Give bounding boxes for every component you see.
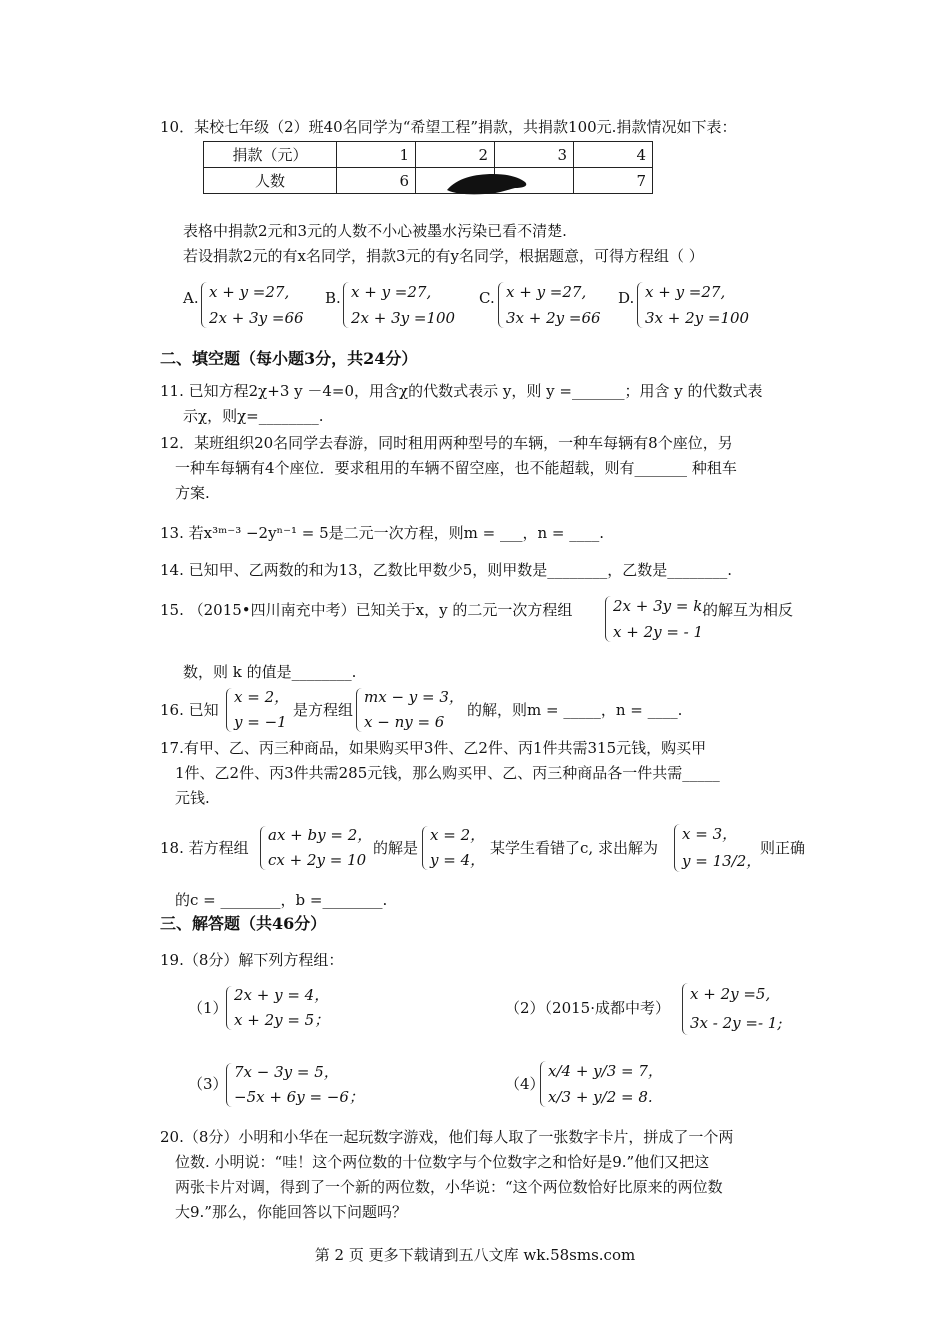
q19-part2-system	[682, 980, 782, 1038]
q16-mid: 是方程组	[293, 701, 354, 719]
equation: x − ny = 6	[364, 713, 445, 731]
equation: 2x + 3y =66	[209, 309, 304, 327]
q18-tail: 则正确	[760, 839, 806, 857]
q17-line1: 17.有甲、乙、丙三种商品，如果购买甲3件、乙2件、丙1件共需315元钱，购买甲	[160, 739, 707, 757]
equation: ax + by = 2，	[268, 826, 373, 844]
table-row	[204, 142, 653, 168]
equation: −5x + 6y = −6；	[234, 1088, 364, 1106]
q12-line3: 方案.	[175, 484, 210, 502]
table-cell: 3	[495, 142, 574, 168]
q15-line1: 15. （2015•四川南充中考）已知关于x，y 的二元一次方程组	[160, 601, 573, 619]
equation: x + y =27,	[645, 283, 726, 301]
equation: x + y =27,	[351, 283, 432, 301]
equation: 2x + y = 4，	[234, 986, 330, 1004]
equation: x = 2，	[430, 826, 486, 844]
equation: x + 2y = - 1	[613, 623, 704, 641]
option-d-label: D.	[618, 289, 635, 307]
q19-part2-label: （2）（2015·成都中考）	[505, 999, 670, 1017]
option-c-label: C.	[479, 289, 495, 307]
equation: y = 13/2，	[682, 852, 762, 870]
q11-line2: 示χ，则χ=________.	[183, 407, 324, 425]
q10-line3: 若设捐款2元的有x名同学，捐款3元的有y名同学，根据题意，可得方程组（ ）	[183, 247, 704, 265]
equation: x + 2y = 5；	[234, 1011, 330, 1029]
ink-blot-icon	[445, 168, 530, 198]
q15-system	[605, 593, 707, 645]
option-a-system	[201, 279, 304, 331]
equation: 7x − 3y = 5，	[234, 1063, 339, 1081]
equation: x/3 + y/2 = 8.	[548, 1088, 653, 1106]
q11-line1: 11. 已知方程2χ+3 y －4=0，用含χ的代数式表示 y，则 y =_______；用含 y 的代数式表	[160, 382, 763, 400]
q16-system	[356, 685, 464, 735]
q18-system	[260, 823, 372, 873]
equation: 3x + 2y =66	[506, 309, 601, 327]
q18-prefix: 18. 若方程组	[160, 839, 249, 857]
option-a-label: A.	[183, 289, 199, 307]
option-c-system	[498, 279, 601, 331]
q19-part1-system	[226, 983, 329, 1033]
option-d-system	[637, 279, 749, 331]
equation: y = 4，	[430, 851, 486, 869]
table-cell: 人数	[204, 168, 337, 194]
equation: x + y =27,	[209, 283, 290, 301]
q16-solution	[226, 685, 289, 735]
option-b-label: B.	[325, 289, 341, 307]
q20-line2: 位数. 小明说：“哇！这个两位数的十位数字与个位数字之和恰好是9.”他们又把这	[175, 1153, 710, 1171]
q18-mid1: 的解是	[373, 839, 419, 857]
q18-solution	[422, 823, 485, 873]
option-b-system	[343, 279, 455, 331]
q18-mid2: 某学生看错了c, 求出解为	[490, 839, 658, 857]
q19-part4-label: （4）	[505, 1075, 545, 1093]
equation: 2x + 3y =100	[351, 309, 456, 327]
q19-stem: 19.（8分）解下列方程组：	[160, 951, 344, 969]
q19-part4-system	[540, 1058, 663, 1110]
equation: x + 2y =5,	[690, 985, 771, 1003]
equation: y = −1	[234, 713, 287, 731]
q19-part3-label: （3）	[188, 1075, 228, 1093]
q20-line3: 两张卡片对调，得到了一个新的两位数，小华说：“这个两位数恰好比原来的两位数	[175, 1178, 723, 1196]
equation: 3x + 2y =100	[645, 309, 750, 327]
table-cell: 4	[574, 142, 653, 168]
section3-title: 三、解答题（共46分）	[160, 914, 327, 933]
q16-tail: 的解，则m = _____，n = ____.	[467, 701, 683, 719]
equation: 2x + 3y = k,	[613, 597, 708, 615]
q18-line2: 的c = ________，b =________.	[175, 891, 388, 909]
q12-line2: 一种车每辆有4个座位．要求租用的车辆不留空座，也不能超载，则有_______ 种租车	[175, 459, 737, 477]
q10-stem: 10．某校七年级（2）班40名同学为“希望工程”捐款，共捐款100元.捐款情况如下表：	[160, 118, 737, 136]
equation: 3x - 2y =- 1;	[690, 1014, 783, 1032]
table-cell: 6	[337, 168, 416, 194]
equation: x = 2，	[234, 688, 290, 706]
section2-title: 二、填空题（每小题3分，共24分）	[160, 349, 418, 368]
q14-text: 14. 已知甲、乙两数的和为13，乙数比甲数少5，则甲数是________，乙数是________.	[160, 561, 733, 579]
q12-line1: 12．某班组织20名同学去春游，同时租用两种型号的车辆，一种车每辆有8个座位，另	[160, 434, 733, 452]
q17-line2: 1件、乙2件、丙3件共需285元钱，那么购买甲、乙、丙三种商品各一件共需_____	[175, 764, 720, 782]
q10-line2: 表格中捐款2元和3元的人数不小心被墨水污染已看不清楚.	[183, 222, 567, 240]
table-cell: 7	[574, 168, 653, 194]
q19-part1-label: （1）	[188, 999, 228, 1017]
page-footer: 第 2 页 更多下载请到五八文库 wk.58sms.com	[314, 1246, 636, 1264]
q19-part3-system	[226, 1060, 364, 1110]
equation: x + y =27,	[506, 283, 587, 301]
donation-table	[203, 141, 653, 194]
q15-tail: 的解互为相反	[703, 601, 794, 619]
q16-prefix: 16. 已知	[160, 701, 219, 719]
q17-line3: 元钱.	[175, 789, 210, 807]
equation: x = 3，	[682, 825, 738, 843]
equation: x/4 + y/3 = 7，	[548, 1062, 663, 1080]
q18-wrong-solution	[674, 821, 761, 875]
q20-line4: 大9.”那么，你能回答以下问题吗？	[175, 1203, 407, 1221]
table-cell: 2	[416, 142, 495, 168]
q13-text: 13. 若x³ᵐ⁻³ −2yⁿ⁻¹ = 5是二元一次方程，则m = ___，n = ____.	[160, 524, 605, 542]
equation: cx + 2y = 10	[268, 851, 367, 869]
table-row	[204, 168, 653, 194]
table-cell: 1	[337, 142, 416, 168]
q15-line2: 数，则 k 的值是________.	[183, 663, 357, 681]
table-cell: 捐款（元）	[204, 142, 337, 168]
q20-line1: 20.（8分）小明和小华在一起玩数字游戏，他们每人取了一张数字卡片，拼成了一个两	[160, 1128, 734, 1146]
equation: mx − y = 3，	[364, 688, 464, 706]
